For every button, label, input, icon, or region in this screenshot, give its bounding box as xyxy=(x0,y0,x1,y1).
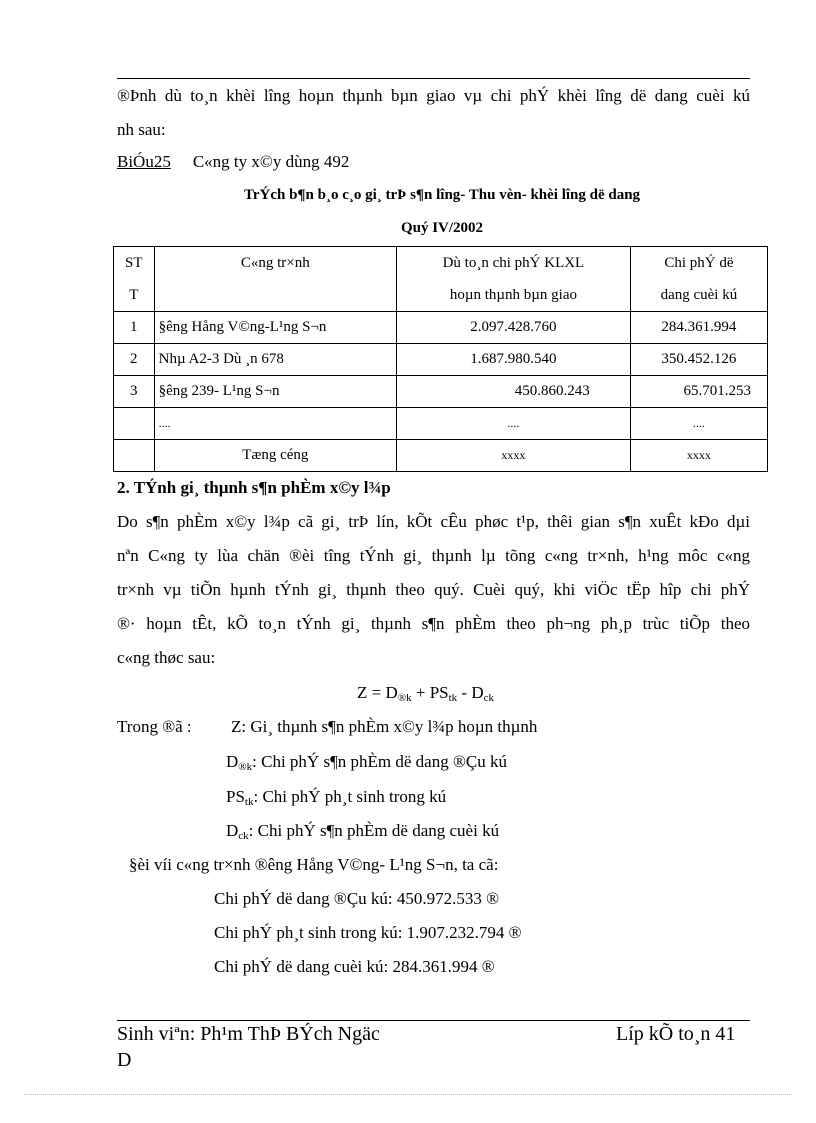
cell-wip: 65.701.253 xyxy=(630,376,767,408)
header-project: C«ng tr×nh xyxy=(154,247,396,312)
example-line-1: Chi phÝ dë dang ®Çu kú: 450.972.533 ® xyxy=(214,889,500,908)
paragraph-line-1: Do s¶n phÈm x©y l¾p cã gi¸ trÞ lín, kÕt cÊu phøc t¹p, thêi gian s¶n xuÊt kÐo dµi xyxy=(117,512,750,531)
cell-project: §êng Hång V©ng-L¹ng S¬n xyxy=(154,312,396,344)
example-line-3: Chi phÝ dë dang cuèi kú: 284.361.994 ® xyxy=(214,957,495,976)
example-line-2: Chi phÝ ph¸t sinh trong kú: 1.907.232.794 ® xyxy=(214,923,522,942)
cell-wip: 350.452.126 xyxy=(630,344,767,376)
page-bottom-border xyxy=(24,1094,792,1095)
cell-stt xyxy=(114,440,155,472)
where-label: Trong ®ã : xyxy=(117,717,192,736)
table-quarter: Quý IV/2002 xyxy=(400,220,484,236)
cell-estimate: .... xyxy=(397,408,631,440)
table-caption xyxy=(117,150,349,174)
company-name: C«ng ty x©y dùng 492 xyxy=(192,152,350,171)
header-stt: ST T xyxy=(114,247,155,312)
header-rule xyxy=(117,78,750,79)
cell-estimate: 1.687.980.540 xyxy=(397,344,631,376)
footer-author: Sinh viªn: Ph¹m ThÞ BÝch Ngäc xyxy=(117,1023,380,1045)
formula: $Z = D_{®k} + PS_{tk} - D_{ck}$ xyxy=(357,683,495,704)
cell-estimate: 450.860.243 xyxy=(397,376,631,408)
table-header-row xyxy=(114,247,768,312)
paragraph-line-2: nªn C«ng ty lùa chän ®èi tîng tÝnh gi¸ thµnh lµ tõng c«ng tr×nh, h¹ng môc c«ng xyxy=(117,546,750,565)
header-estimate: Dù to¸n chi phÝ KLXL hoµn thµnh bµn giao xyxy=(397,247,631,312)
cell-project: Tæng céng xyxy=(154,440,396,472)
cell-stt: 2 xyxy=(114,344,155,376)
paragraph-line-5: c«ng thøc sau: xyxy=(117,648,216,667)
where-d-dk: $D_{®k}$: Chi phÝ s¶n phÈm dë dang ®Çu kú xyxy=(226,752,507,773)
example-intro: §èi víi c«ng tr×nh ®êng Hång V©ng- L¹ng S¬n, ta cã: xyxy=(129,855,499,874)
cell-project: .... xyxy=(154,408,396,440)
cell-stt: 1 xyxy=(114,312,155,344)
cell-estimate: xxxx xyxy=(397,440,631,472)
cell-project: Nhµ A2-3 Dù ¸n 678 xyxy=(154,344,396,376)
where-d-ck: $D_{ck}$: Chi phÝ s¶n phÈm dë dang cuèi kú xyxy=(226,821,500,842)
cell-project: §êng 239- L¹ng S¬n xyxy=(154,376,396,408)
section-heading: 2. TÝnh gi¸ thµnh s¶n phÈm x©y l¾p xyxy=(117,478,391,497)
table-total-row xyxy=(114,440,768,472)
table-row xyxy=(114,312,768,344)
where-ps-tk: $PS_{tk}$: Chi phÝ ph¸t sinh trong kú xyxy=(226,787,447,808)
paragraph-line-4: ®· hoµn tÊt, kÕ to¸n tÝnh gi¸ thµnh s¶n phÈm theo ph¬ng ph¸p trùc tiÕp theo xyxy=(117,614,750,633)
cell-stt: 3 xyxy=(114,376,155,408)
intro-line-1: ®Þnh dù to¸n khèi lîng hoµn thµnh bµn giao vµ chi phÝ khèi lîng dë dang cuèi kú xyxy=(117,86,750,105)
cell-wip: .... xyxy=(630,408,767,440)
table-row xyxy=(114,344,768,376)
table-title: TrÝch b¶n b¸o c¸o gi¸ trÞ s¶n lîng- Thu vèn- khèi lîng dë dang xyxy=(243,187,641,203)
where-z: Z: Gi¸ thµnh s¶n phÈm x©y l¾p hoµn thµnh xyxy=(231,717,538,736)
intro-line-2: nh sau: xyxy=(117,120,166,139)
cell-stt xyxy=(114,408,155,440)
wip-table xyxy=(113,246,768,472)
header-wip: Chi phÝ dë dang cuèi kú xyxy=(630,247,767,312)
cell-wip: xxxx xyxy=(630,440,767,472)
table-row xyxy=(114,408,768,440)
footer-author-cont: D xyxy=(117,1049,132,1071)
figure-label: BiÓu25 xyxy=(117,152,171,171)
footer-rule xyxy=(117,1020,750,1021)
footer-class: Líp kÕ to¸n 41 xyxy=(616,1023,736,1045)
table-row xyxy=(114,376,768,408)
cell-estimate: 2.097.428.760 xyxy=(397,312,631,344)
cell-wip: 284.361.994 xyxy=(630,312,767,344)
paragraph-line-3: tr×nh vµ tiÕn hµnh tÝnh gi¸ thµnh theo quý. Cuèi quý, khi viÖc tËp hîp chi phÝ xyxy=(117,580,750,599)
